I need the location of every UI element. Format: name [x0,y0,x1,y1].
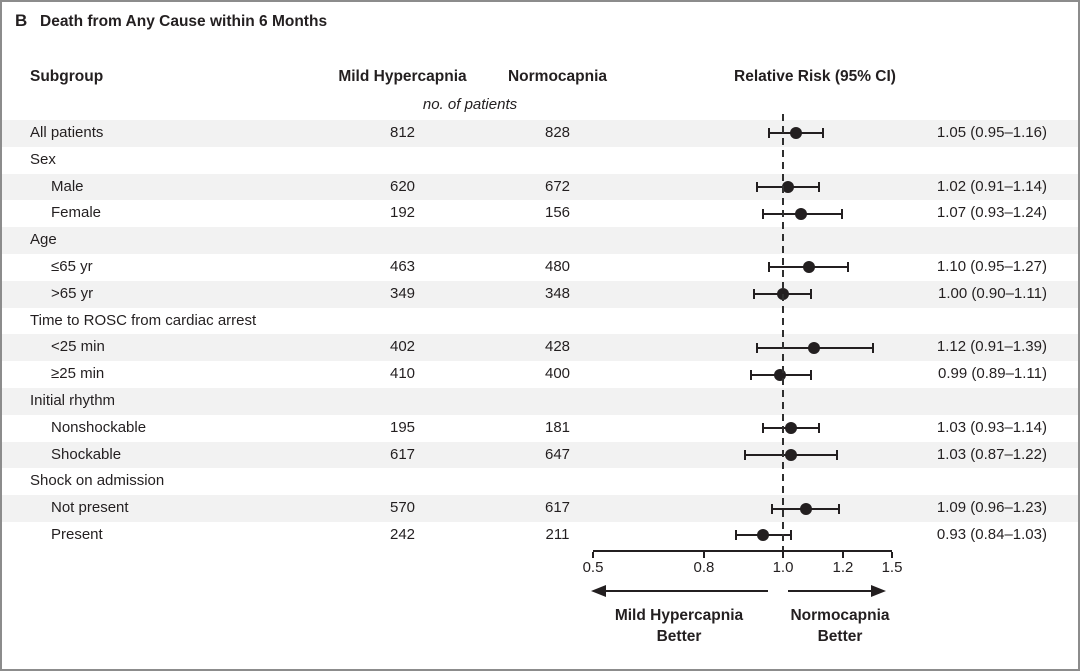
relative-risk-ci-value: 0.99 (0.89–1.11) [938,365,1047,383]
mild-hypercapnia-count: 402 [389,338,416,356]
right-better-label-line2: Better [817,628,863,645]
normocapnia-count: 480 [544,257,571,275]
point-estimate-dot [774,369,786,381]
subgroup-data-row [2,442,1078,469]
panel-label: B [15,11,28,30]
ci-cap-right [822,128,824,138]
subgroup-label: Not present [51,499,129,517]
normocapnia-count: 617 [544,499,571,517]
left-arrowhead-icon [591,585,606,597]
relative-risk-ci-value: 0.93 (0.84–1.03) [936,525,1047,543]
mild-hypercapnia-count: 812 [389,124,416,141]
mild-hypercapnia-better-arrow [605,590,768,592]
subgroup-data-row [2,254,1078,281]
subgroup-label: Shock on admission [30,472,165,490]
point-estimate-dot [757,529,769,541]
ci-cap-left [768,128,770,138]
subgroup-label: Initial rhythm [30,391,116,409]
point-estimate-dot [803,261,815,273]
axis-tick [592,552,594,558]
axis-tick [891,552,893,558]
ci-cap-left [771,504,773,514]
ci-cap-left [768,262,770,272]
ci-plot-cell [593,200,892,227]
relative-risk-ci-value: 1.09 (0.96–1.23) [936,499,1047,517]
subgroup-data-row [2,415,1078,442]
relative-risk-ci-value: 1.00 (0.90–1.11) [938,284,1047,302]
ci-cap-left [756,343,758,353]
axis-tick-label: 0.8 [693,559,715,576]
x-axis [582,550,903,576]
subgroup-label: Shockable [51,445,122,463]
subgroup-header-row [2,308,1078,335]
ci-cap-right [872,343,874,353]
subgroup-data-row [2,120,1078,147]
ci-cap-left [756,182,758,192]
ci-cap-right [818,182,820,192]
point-estimate-dot [785,449,797,461]
subgroup-data-row [2,281,1078,308]
subgroup-rows [2,120,1078,549]
ci-plot-cell [593,415,892,442]
subgroup-data-row [2,495,1078,522]
normocapnia-count: 828 [544,124,571,141]
ci-plot-cell [593,495,892,522]
point-estimate-dot [795,208,807,220]
ci-cap-right [836,450,838,460]
subgroup-label: ≥25 min [51,365,105,383]
subgroup-header-row [2,468,1078,495]
column-header-mild-hypercapnia: Mild Hypercapnia [338,68,467,85]
subgroup-label: Age [30,231,57,249]
ci-plot-cell [593,361,892,388]
subgroup-data-row [2,200,1078,227]
ci-cap-right [790,530,792,540]
ci-cap-left [753,289,755,299]
normocapnia-count: 428 [544,338,571,356]
subgroup-label: Nonshockable [51,418,147,436]
axis-tick [782,552,784,558]
normocapnia-count: 400 [544,365,571,383]
relative-risk-ci-value: 1.03 (0.87–1.22) [936,445,1047,463]
right-arrowhead-icon [871,585,886,597]
normocapnia-count: 672 [544,177,571,195]
units-note: no. of patients [422,96,518,113]
mild-hypercapnia-count: 192 [389,204,416,222]
normocapnia-count: 647 [544,445,571,463]
ci-plot-cell [593,334,892,361]
mild-hypercapnia-count: 570 [389,499,416,517]
subgroup-label: Sex [30,150,56,168]
ci-cap-right [810,289,812,299]
mild-hypercapnia-count: 242 [389,525,416,543]
subgroup-label: Time to ROSC from cardiac arrest [30,311,257,329]
ci-cap-left [744,450,746,460]
mild-hypercapnia-count: 195 [389,418,416,436]
ci-cap-left [762,209,764,219]
normocapnia-count: 156 [544,204,571,222]
point-estimate-dot [790,127,802,139]
subgroup-data-row [2,174,1078,201]
relative-risk-ci-value: 1.12 (0.91–1.39) [936,338,1047,356]
relative-risk-ci-value: 1.05 (0.95–1.16) [936,124,1047,141]
axis-tick-label: 1.2 [832,559,854,576]
mild-hypercapnia-count: 463 [389,257,416,275]
mild-hypercapnia-count: 349 [389,284,416,302]
point-estimate-dot [808,342,820,354]
mild-hypercapnia-count: 617 [389,445,416,463]
ci-cap-right [810,370,812,380]
column-header-normocapnia: Normocapnia [507,68,608,85]
subgroup-label: All patients [30,124,104,141]
ci-cap-left [735,530,737,540]
ci-cap-left [750,370,752,380]
mild-hypercapnia-count: 620 [389,177,416,195]
subgroup-label: Female [51,204,102,222]
point-estimate-dot [785,422,797,434]
ci-plot-cell [593,281,892,308]
ci-plot-cell [593,442,892,469]
relative-risk-ci-value: 1.02 (0.91–1.14) [936,177,1047,195]
right-better-label [715,605,965,647]
ci-cap-right [841,209,843,219]
ci-cap-right [838,504,840,514]
axis-tick [703,552,705,558]
subgroup-header-row [2,388,1078,415]
ci-cap-right [847,262,849,272]
point-estimate-dot [782,181,794,193]
left-better-label-line2: Better [656,628,702,645]
subgroup-label: Present [51,525,103,543]
subgroup-header-row [2,147,1078,174]
relative-risk-ci-value: 1.03 (0.93–1.14) [936,418,1047,436]
relative-risk-ci-value: 1.10 (0.95–1.27) [936,257,1047,275]
ci-plot-cell [593,174,892,201]
axis-tick-label: 1.5 [881,559,903,576]
axis-tick-label: 0.5 [582,559,604,576]
mild-hypercapnia-count: 410 [389,365,416,383]
normocapnia-better-arrow [788,590,872,592]
right-better-label-line1: Normocapnia [790,607,890,624]
subgroup-label: >65 yr [51,284,94,302]
ci-plot-cell [593,120,892,147]
relative-risk-ci-value: 1.07 (0.93–1.24) [936,204,1047,222]
ci-cap-right [818,423,820,433]
normocapnia-count: 181 [544,418,571,436]
normocapnia-count: 211 [545,525,570,543]
ci-plot-cell [593,254,892,281]
normocapnia-count: 348 [544,284,571,302]
reference-line [782,114,784,552]
subgroup-data-row [2,334,1078,361]
point-estimate-dot [800,503,812,515]
subgroup-header-row [2,227,1078,254]
subgroup-data-row [2,361,1078,388]
subgroup-label: ≤65 yr [51,257,93,275]
figure-title: Death from Any Cause within 6 Months [40,13,328,30]
ci-cap-left [762,423,764,433]
left-better-label-line1: Mild Hypercapnia [614,607,744,624]
column-header-relative-risk: Relative Risk (95% CI) [734,68,896,85]
column-header-subgroup: Subgroup [30,68,104,85]
subgroup-label: Male [51,177,84,195]
axis-tick [842,552,844,558]
axis-tick-label: 1.0 [772,559,794,576]
subgroup-label: <25 min [51,338,105,356]
subgroup-data-row [2,522,1078,549]
ci-plot-cell [593,522,892,549]
